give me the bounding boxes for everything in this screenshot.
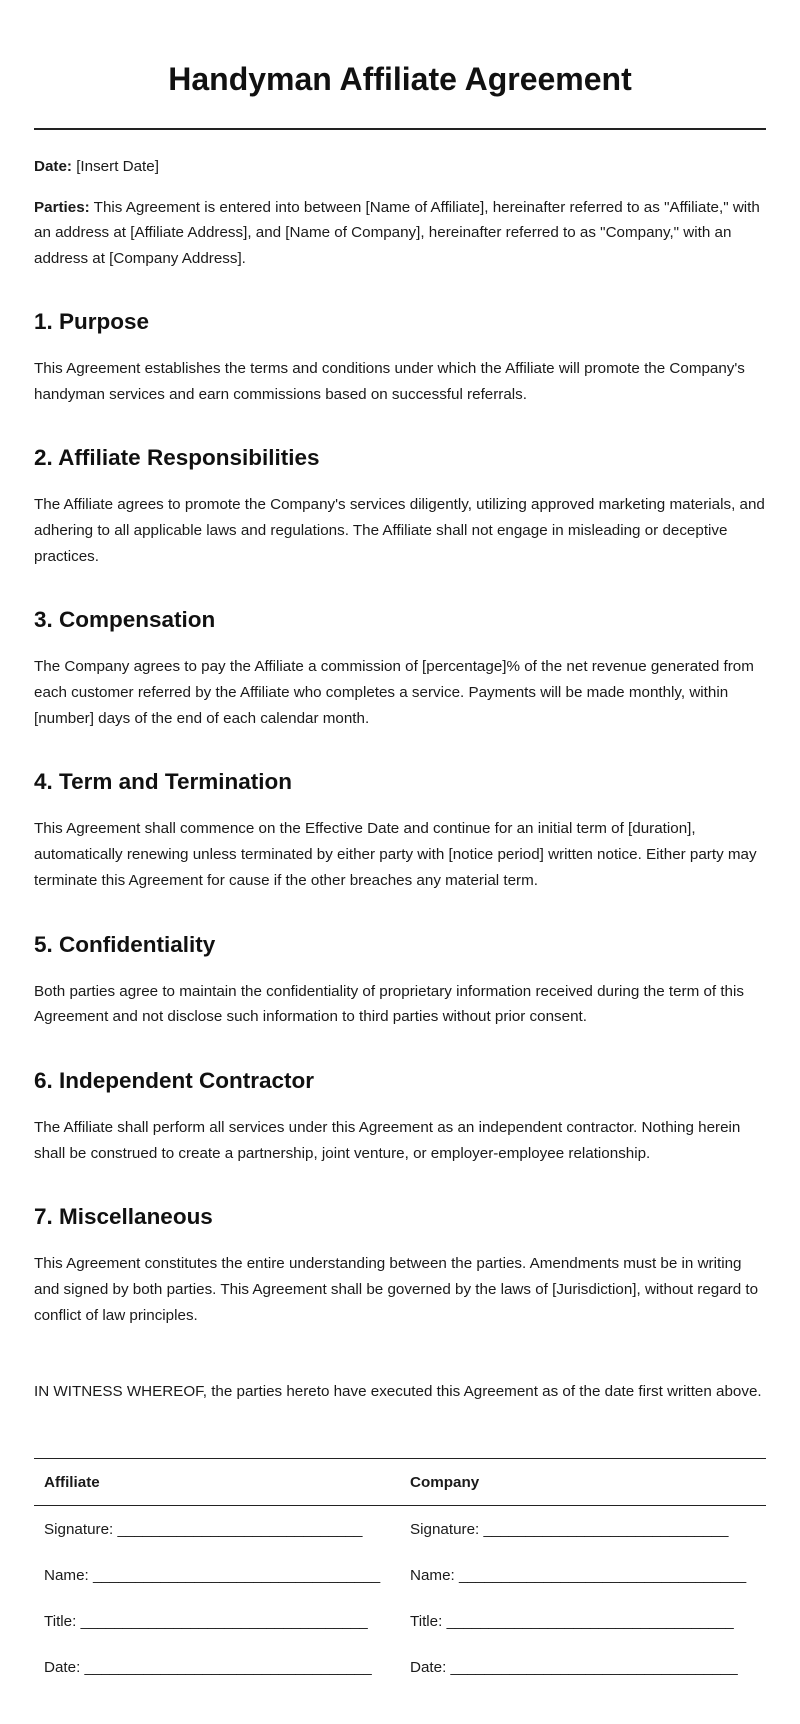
company-signature-line: Signature: _____________________________: [410, 1520, 729, 1538]
date-line: [34, 154, 766, 180]
section-independent-contractor: [34, 1067, 766, 1166]
affiliate-name-line: Name: __________________________________: [44, 1566, 381, 1584]
section-compensation: [34, 606, 766, 731]
section-heading: 2. Affiliate Responsibilities: [34, 445, 320, 471]
signature-table-header: [34, 1459, 766, 1506]
parties-paragraph: [34, 195, 766, 272]
header-company: Company: [410, 1473, 480, 1491]
company-title-line: Title: __________________________________: [410, 1612, 734, 1630]
section-heading: 6. Independent Contractor: [34, 1067, 315, 1093]
section-body: This Agreement constitutes the entire understanding between the parties. Amendments must be in writing and signed by both parties. This Agreement shall be governed by the laws of [Jurisdiction], without regard to conflict of law principles.: [34, 1255, 759, 1324]
witness-statement: IN WITNESS WHEREOF, the parties hereto have executed this Agreement as of the date first written above.: [34, 1383, 762, 1401]
date-value: [Insert Date]: [71, 158, 159, 175]
title-row: [34, 1598, 766, 1644]
signature-table: [34, 1458, 766, 1690]
section-purpose: [34, 308, 766, 407]
header-affiliate: Affiliate: [44, 1473, 100, 1491]
section-heading: 5. Confidentiality: [34, 931, 216, 957]
parties-label: Parties:: [34, 198, 90, 216]
date-label: Date:: [34, 158, 72, 175]
name-row: [34, 1552, 766, 1598]
signature-row: [34, 1506, 766, 1552]
document-title: Handyman Affiliate Agreement: [168, 61, 632, 97]
section-miscellaneous: [34, 1203, 766, 1328]
section-confidentiality: [34, 931, 766, 1030]
section-heading: 3. Compensation: [34, 607, 216, 633]
company-name-line: Name: __________________________________: [410, 1566, 747, 1584]
section-affiliate-responsibilities: [34, 444, 766, 569]
section-heading: 1. Purpose: [34, 308, 150, 334]
title-divider: [34, 128, 766, 130]
affiliate-date-line: Date: __________________________________: [44, 1658, 372, 1676]
section-body: This Agreement shall commence on the Effective Date and continue for an initial term of [duration], automatically renewing unless terminated by either party with [notice period] written notice. Either party may terminate this Agreement for cause if the other breaches any material term.: [34, 820, 757, 889]
company-date-line: Date: __________________________________: [410, 1658, 738, 1676]
section-body: This Agreement establishes the terms and conditions under which the Affiliate will promote the Company's handyman services and earn commissions based on successful referrals.: [34, 359, 745, 403]
section-body: The Affiliate shall perform all services under this Agreement as an independent contractor. Nothing herein shall be construed to create a partnership, joint venture, or employer-employee relationship.: [34, 1118, 741, 1162]
affiliate-signature-line: Signature: _____________________________: [44, 1520, 363, 1538]
section-heading: 7. Miscellaneous: [34, 1204, 213, 1230]
section-body: The Affiliate agrees to promote the Company's services diligently, utilizing approved marketing materials, and adhering to all applicable laws and regulations. The Affiliate shall not engage in misleading or deceptive practices.: [34, 496, 765, 565]
affiliate-title-line: Title: __________________________________: [44, 1612, 368, 1630]
date-row: [34, 1644, 766, 1690]
section-heading: 4. Term and Termination: [34, 769, 292, 795]
section-body: Both parties agree to maintain the confidentiality of proprietary information received during the term of this Agreement and not disclose such information to third parties without prior consent.: [34, 982, 744, 1026]
section-term-and-termination: [34, 768, 766, 893]
parties-text: This Agreement is entered into between [Name of Affiliate], hereinafter referred to as "Affiliate," with an address at [Affiliate Address], and [Name of Company], hereinafter referred to as "Company," with an address at [Company Address].: [34, 198, 760, 268]
section-body: The Company agrees to pay the Affiliate a commission of [percentage]% of the net revenue generated from each customer referred by the Affiliate who completes a service. Payments will be made monthly, within [number] days of the end of each calendar month.: [34, 658, 754, 727]
